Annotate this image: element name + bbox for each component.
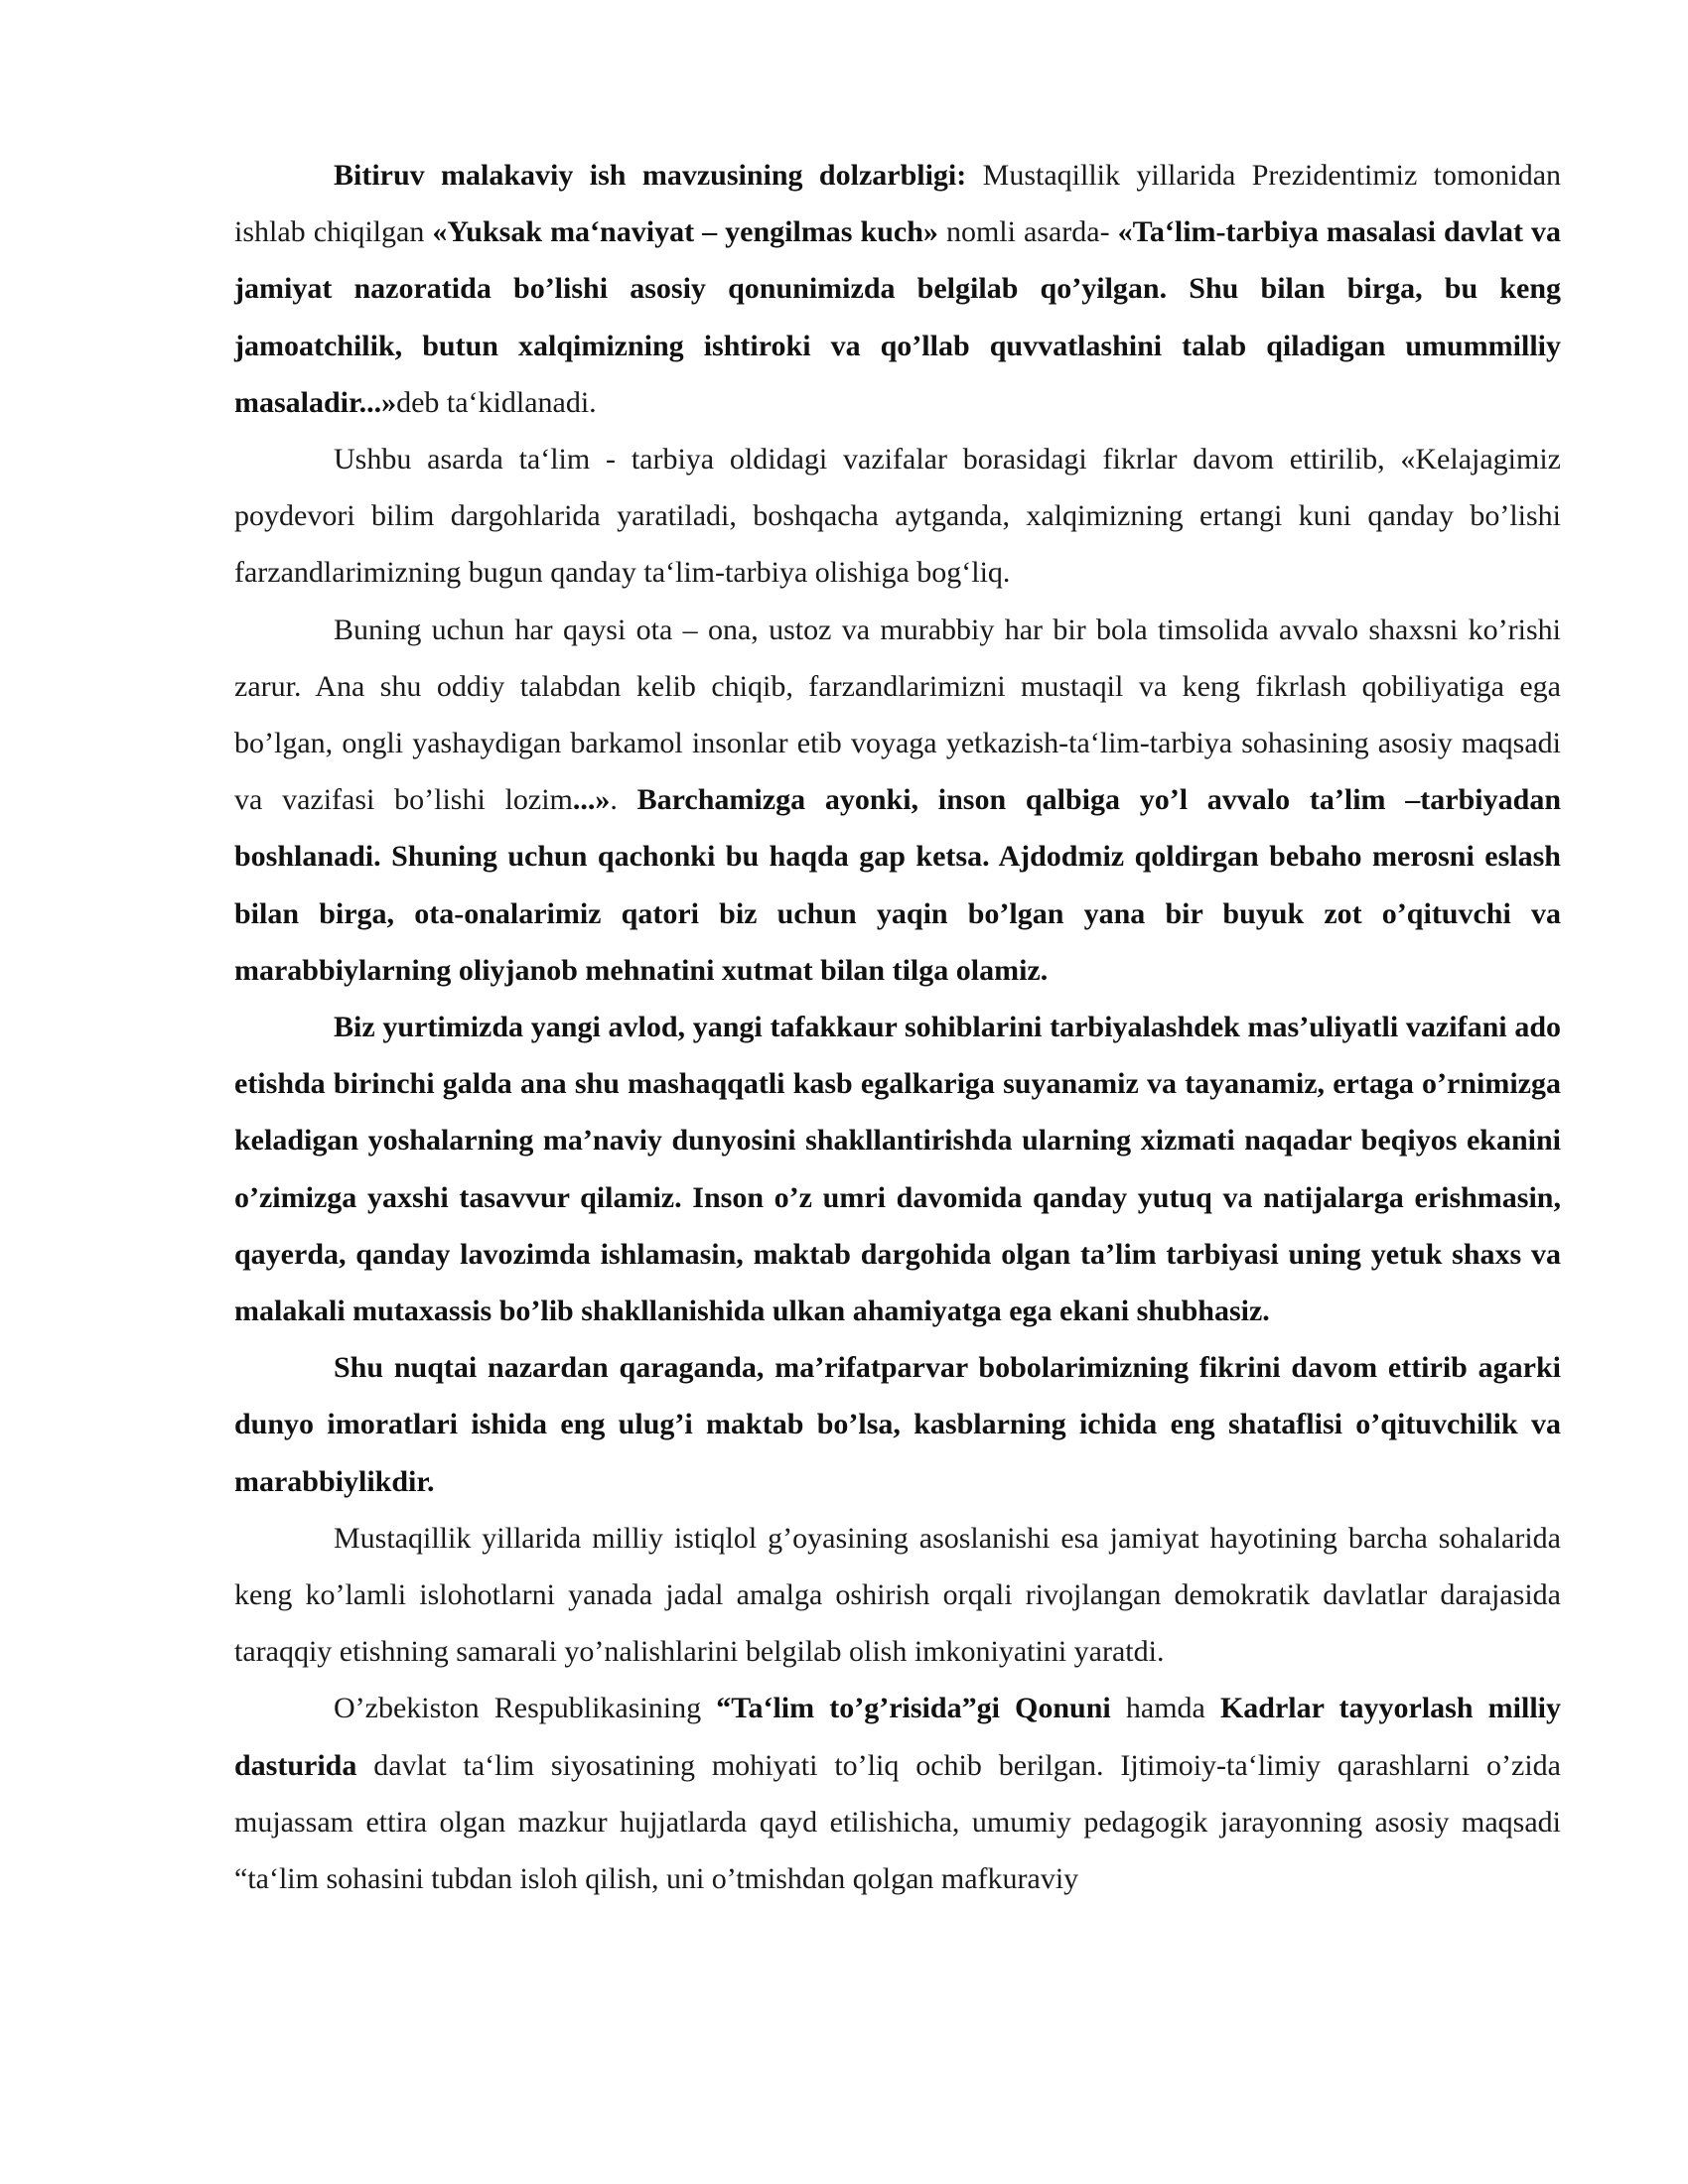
quotation: «Ta‘lim-tarbiya masalasi davlat va jamiyat nazoratida bo’lishi asosiy qonunimizda belgilab qo’yilgan. Shu bilan birga, bu keng jamoatchilik, butun xalqimizning ishtiroki va qo’llab quvvatlashini talab qiladigan umummilliy masaladir...»: [234, 215, 1562, 419]
quote-close: ...»: [572, 783, 611, 817]
program-title: Kadrlar tayyorlash milliy dasturida: [234, 1692, 1561, 1782]
law-title: “Ta‘lim to’g’risida”gi Qonuni: [716, 1692, 1111, 1725]
paragraph-5: [234, 1339, 1561, 1510]
text-run: hamda: [1110, 1692, 1220, 1725]
paragraph-2: [234, 431, 1561, 602]
bold-text: Barchamizga ayonki, inson qalbiga yo’l avvalo ta’lim –tarbiyadan boshlanadi. Shuning uchun qachonki bu haqda gap ketsa. Ajdodmiz qoldirgan bebaho merosni eslash bilan birga, ota-onalarimiz qatori biz uchun yaqin bo’lgan yana bir buyuk zot o’qituvchi va marabbiylarning oliyjanob mehnatini xutmat bilan tilga olamiz.: [234, 783, 1562, 987]
text-run: deb ta‘kidlanadi.: [396, 385, 597, 419]
bold-text: Shu nuqtai nazardan qaraganda, ma’rifatparvar bobolarimizning fikrini davom ettirib agarki dunyo imoratlari ishida eng ulug’i maktab bo’lsa, kasblarning ichida eng shataflisi o’qituvchilik va marabbiylikdir.: [234, 1351, 1561, 1498]
paragraph-4: [234, 999, 1561, 1339]
paragraph-6: [234, 1510, 1561, 1681]
book-title: «Yuksak ma‘naviyat – yengilmas kuch»: [432, 215, 938, 249]
text-run: Ushbu asarda ta‘lim - tarbiya oldidagi vazifalar borasidagi fikrlar davom ettirilib, «Kelajagimiz poydevori bilim dargohlarida yaratiladi, boshqacha aytganda, xalqimizning ertangi kuni qanday bo’lishi farzandlarimizning bugun qanday ta‘lim-tarbiya olishiga bog‘liq.: [234, 443, 1561, 590]
paragraph-heading: Bitiruv malakaviy ish mavzusining dolzarbligi:: [334, 159, 967, 192]
text-run: .: [610, 783, 637, 817]
paragraph-7: [234, 1680, 1561, 1907]
paragraph-3: [234, 602, 1561, 999]
text-run: Mustaqillik yillarida Prezidentimiz tomonidan ishlab chiqilgan: [234, 159, 1562, 249]
text-run: nomli asarda-: [937, 215, 1118, 249]
document-page: [234, 147, 1561, 1907]
text-run: O’zbekiston Respublikasining: [334, 1692, 717, 1725]
text-run: davlat ta‘lim siyosatining mohiyati to’liq ochib berilgan. Ijtimoiy-ta‘limiy qarashlarni o’zida mujassam ettira olgan mazkur hujjatlarda qayd etilishicha, umumiy pedagogik jarayonning asosiy maqsadi “ta‘lim sohasini tubdan isloh qilish, uni o’tmishdan qolgan mafkuraviy: [234, 1748, 1561, 1896]
paragraph-relevance: [234, 147, 1561, 431]
text-run: Mustaqillik yillarida milliy istiqlol g’oyasining asoslanishi esa jamiyat hayotining barcha sohalarida keng ko’lamli islohotlarni yanada jadal amalga oshirish orqali rivojlangan demokratik davlatlar darajasida taraqqiy etishning samarali yo’nalishlarini belgilab olish imkoniyatini yaratdi.: [234, 1521, 1561, 1669]
bold-text: Biz yurtimizda yangi avlod, yangi tafakkaur sohiblarini tarbiyalashdek mas’uliyatli vazifani ado etishda birinchi galda ana shu mashaqqatli kasb egalkariga suyanamiz va tayanamiz, ertaga o’rnimizga keladigan yoshalarning ma’naviy dunyosini shakllantirishda ularning xizmati naqadar beqiyos ekanini o’zimizga yaxshi tasavvur qilamiz. Inson o’z umri davomida qanday yutuq va natijalarga erishmasin, qayerda, qanday lavozimda ishlamasin, maktab dargohida olgan ta’lim tarbiyasi uning yetuk shaxs va malakali mutaxassis bo’lib shakllanishida ulkan ahamiyatga ega ekani shubhasiz.: [234, 1011, 1561, 1328]
text-run: Buning uchun har qaysi ota – ona, ustoz va murabbiy har bir bola timsolida avvalo shaxsni ko’rishi zarur. Ana shu oddiy talabdan kelib chiqib, farzandlarimizni mustaqil va keng fikrlash qobiliyatiga ega bo’lgan, ongli yashaydigan barkamol insonlar etib voyaga yetkazish-ta‘lim-tarbiya sohasining asosiy maqsadi va vazifasi bo’lishi lozim: [234, 613, 1561, 817]
